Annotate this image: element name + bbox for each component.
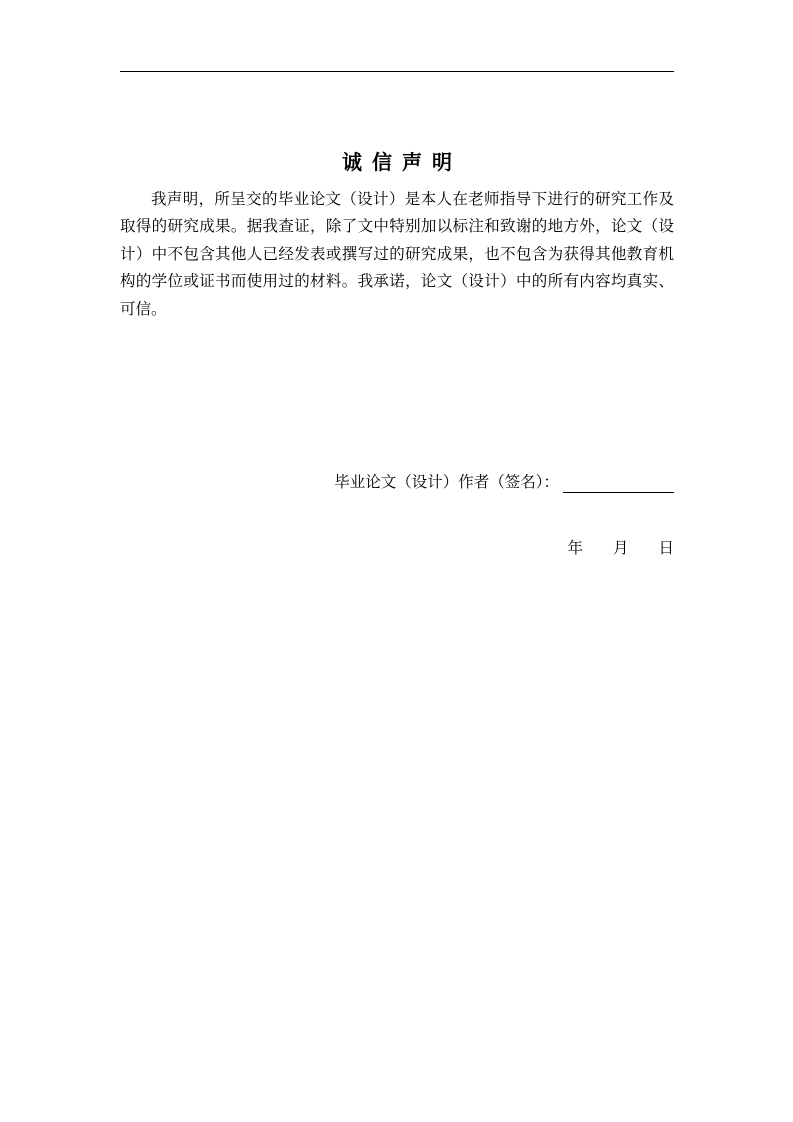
date-year-label: 年 bbox=[567, 539, 583, 557]
declaration-paragraph: 我声明，所呈交的毕业论文（设计）是本人在老师指导下进行的研究工作及取得的研究成果。据我查证，除了文中特别加以标注和致谢的地方外，论文（设计）中不包含其他人已经发表或撰写过的研究成果，也不包含为获得其他教育机构的学位或证书而使用过的材料。我承诺，论文（设计）中的所有内容均真实、可信。 bbox=[120, 190, 674, 318]
signature-label: 毕业论文（设计）作者（签名）： bbox=[334, 473, 559, 491]
header-rule bbox=[120, 71, 674, 72]
signature-line bbox=[563, 474, 674, 493]
date-day-label: 日 bbox=[658, 539, 674, 557]
page-title: 诚信声明 bbox=[342, 150, 462, 174]
date-month-label: 月 bbox=[612, 539, 629, 557]
date-row bbox=[567, 537, 674, 559]
signature-row bbox=[334, 471, 674, 493]
